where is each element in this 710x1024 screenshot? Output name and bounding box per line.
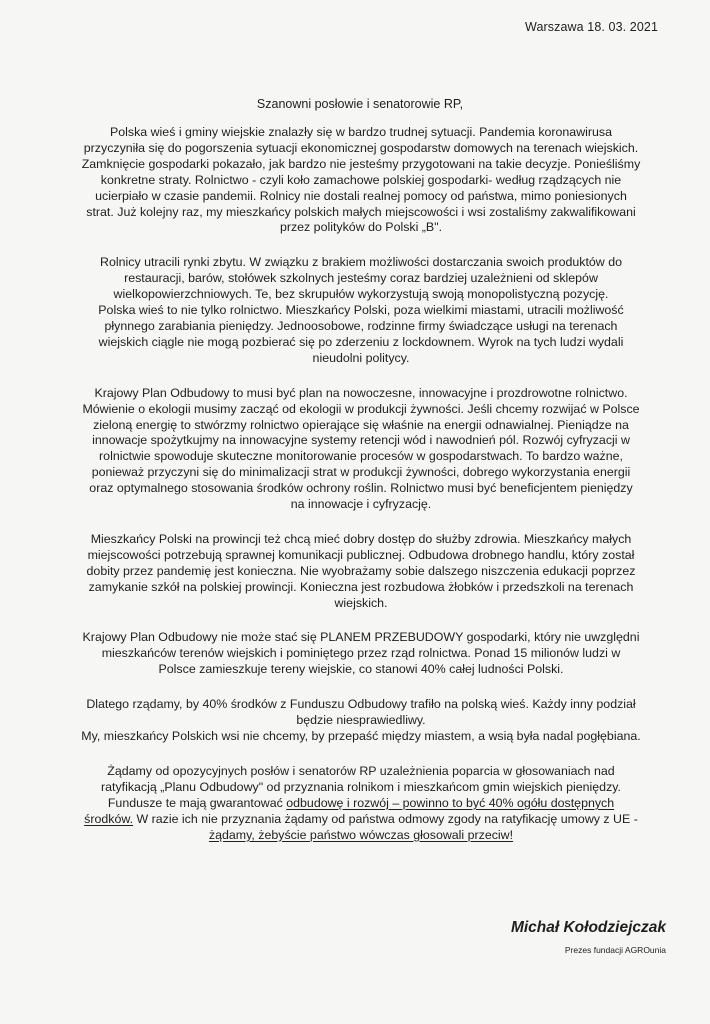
text-line: płynnego zarabiania pieniędzy. Jednoosobowe, rodzinne firmy świadczące usługi na terenach (104, 318, 618, 333)
text-line: restauracji, barów, stołówek szkolnych jesteśmy coraz bardziej uzależnieni od sklepów (124, 271, 598, 286)
text-line: zieloną energię to stwórzmy rolnictwo opierające się właśnie na energii odnawialnej. Pieniądze na (93, 417, 629, 432)
text-line: Żądamy od opozycyjnych posłów i senatorów RP uzależnienia poparcia w głosowaniach nad (107, 763, 615, 778)
underlined-text: odbudowę i rozwój – powinno to być 40% ogółu dostępnych (286, 795, 615, 810)
paragraph-3 (60, 386, 662, 513)
text-line: dobity przez pandemię jest konieczna. Nie wyobrażamy sobie dalszego niszczenia edukacji poprzez (86, 563, 636, 578)
text-line: Zamknięcie gospodarki pokazało, jak bardzo nie jesteśmy przygotowani na takie decyzje. Ponieśliśmy (81, 156, 641, 171)
underlined-text: żądamy, żebyście państwo wówczas głosowali przeciw! (208, 827, 514, 842)
text-line: My, mieszkańcy Polskich wsi nie chcemy, by przepaść między miastem, a wsią była nadal pogłębiana. (81, 729, 641, 743)
letter-date: Warszawa 18. 03. 2021 (525, 20, 658, 34)
paragraph-2 (60, 255, 662, 366)
text-line: zamykanie szkół na polskiej prowincji. Konieczna jest rozbudowa żłobków i przedszkoli na terenach (88, 579, 634, 594)
text-line: rolnictwie spowoduje skuteczne monitorowanie procesów w gospodarstwach. To bardzo ważne, (99, 449, 623, 464)
signature-name: Michał Kołodziejczak (510, 919, 666, 936)
text-line: ponieważ przyczyni się do minimalizacji strat w produkcji żywności, dobrego wykorzystania energii (91, 465, 631, 480)
text-line: Mówienie o ekologii musimy zacząć od ekologii w produkcji żywności. Jeśli chcemy rozwijać w Polsce (82, 401, 640, 416)
text-line: będzie niesprawiedliwy. (296, 713, 426, 728)
text-line: Mieszkańcy Polski na prowincji też chcą mieć dobry dostęp do służby zdrowia. Mieszkańcy małych (90, 531, 632, 546)
text-line: przez polityków do Polski „B". (279, 220, 443, 235)
text-line-mixed (60, 796, 662, 812)
text-segment: W razie ich nie przyznania żądamy od państwa odmowy zgody na ratyfikację umowy z UE - (133, 811, 638, 826)
text-line: Rolnicy utracili rynki zbytu. W związku z brakiem możliwości dostarczania swoich produktów do (100, 255, 622, 270)
text-line: wiejskich. (334, 595, 388, 610)
text-line: nieudolni politycy. (312, 350, 410, 365)
text-line (60, 828, 662, 844)
text-line: ucierpiało w czasie pandemii. Rolnicy nie dostali realnej pomocy od państwa, mimo poniesionych (95, 188, 627, 203)
text-line: konkretne straty. Rolnictwo - czyli koło zamachowe polskiej gospodarki- według rządzących nie (100, 172, 622, 187)
text-line: Krajowy Plan Odbudowy nie może stać się PLANEM PRZEBUDOWY gospodarki, który nie uwzględni (82, 630, 640, 645)
text-line: oraz optymalnego stosowania środków ochrony roślin. Rolnictwo musi być beneficjentem pieniędzy (89, 481, 633, 496)
underlined-text: środków. (84, 811, 134, 826)
paragraph-6 (60, 697, 662, 745)
text-line: przyczyniła się do pogorszenia sytuacji ekonomicznej gospodarstw domowych na terenach wiejskich. (83, 140, 639, 155)
paragraph-1 (60, 125, 662, 236)
text-line: Dlatego rządamy, by 40% środków z Funduszu Odbudowy trafiło na polską wieś. Każdy inny podział (86, 697, 636, 712)
text-line: miejscowości potrzebują sprawnej komunikacji publicznej. Odbudowa drobnego handlu, który został (87, 547, 635, 562)
text-line: mieszkańców terenów wiejskich i pominiętego przez rząd rolnictwa. Ponad 15 milionów ludzi w (101, 646, 621, 661)
letter-body (60, 125, 662, 862)
paragraph-7 (60, 764, 662, 844)
text-line-mixed (60, 812, 662, 828)
text-line: wielkopowierzchniowych. Te, bez skrupułów wykorzystują swoją monopolistyczną pozycję. (113, 287, 609, 302)
paragraph-4 (60, 532, 662, 612)
text-line: innowacje spożytkujmy na innowacyjne systemy retencji wód i nawodnień pól. Rozwój cyfryzacji w (92, 433, 630, 448)
paragraph-5 (60, 630, 662, 678)
text-line: Polsce zamieszkuje tereny wiejskie, co stanowi 40% całej ludności Polski. (158, 662, 564, 677)
text-line: strat. Już kolejny raz, my mieszkańcy polskich małych miejscowości i wsi zostaliśmy zakwalifikowani (86, 204, 636, 219)
text-line: Polska wieś to nie tylko rolnictwo. Mieszkańcy Polski, poza wielkimi miastami, utracili możliwość (98, 303, 624, 318)
text-line: ratyfikacją „Planu Odbudowy" od przyznania rolnikom i mieszkańcom gmin wiejskich pieniędzy. (101, 779, 621, 794)
text-line: Krajowy Plan Odbudowy to musi być plan na nowoczesne, innowacyjne i prozdrowotne rolnictwo. (94, 385, 628, 400)
text-line: wiejskich ciągle nie mogą pozbierać się po zderzeniu z lockdownem. Wyrok na tych ludzi wydali (98, 334, 624, 349)
salutation: Szanowni posłowie i senatorowie RP, (256, 97, 464, 111)
text-line: Polska wieś i gminy wiejskie znalazły się w bardzo trudnej sytuacji. Pandemia koronawirusa (109, 125, 613, 139)
text-segment: Fundusze te mają gwarantować (107, 795, 287, 810)
signature-title: Prezes fundacji AGROunia (564, 945, 666, 955)
text-line: na innowacje i cyfryzację. (290, 497, 432, 512)
